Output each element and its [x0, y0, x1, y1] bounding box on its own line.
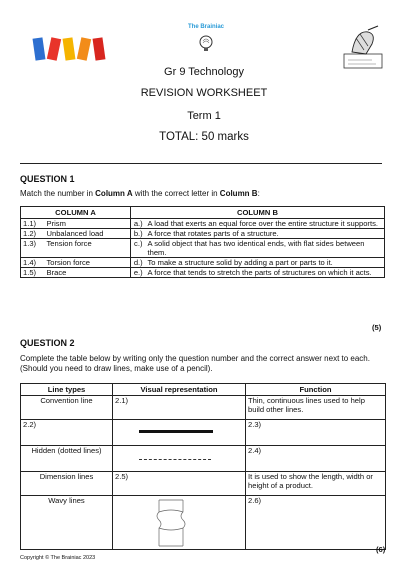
table-row [21, 496, 386, 550]
line-types-header-cell: Line types [21, 384, 113, 396]
column-a-term: Brace [45, 268, 131, 278]
function-cell: Thin, continuous lines used to help build other lines. [246, 396, 386, 420]
worksheet-title: REVISION WORKSHEET [140, 87, 268, 99]
visual-cell: 2.1) [113, 396, 246, 420]
column-b-description: A load that exerts an equal force over the entire structure it supports. [146, 219, 385, 229]
row-number: 1.1) [21, 219, 45, 229]
logo-block [77, 37, 91, 61]
row-letter: b.) [131, 229, 146, 239]
function-cell: 2.4) [246, 446, 386, 472]
line-type-cell: 2.2) [21, 420, 113, 446]
column-a-term: Unbalanced load [45, 229, 131, 239]
question-1-heading: QUESTION 1 [20, 174, 75, 184]
column-b-description: A force that tends to stretch the parts of structures on which it acts. [146, 268, 385, 278]
visual-representation-header-cell: Visual representation [113, 384, 246, 396]
table-row [21, 229, 385, 239]
logo-block [93, 37, 106, 60]
question-1-instructions: Match the number in Column A with the correct letter in Column B: [20, 189, 260, 198]
row-letter: a.) [131, 219, 146, 229]
header-divider [20, 163, 382, 164]
line-type-cell: Convention line [21, 396, 113, 420]
table-row [21, 219, 385, 229]
line-types-header [21, 384, 386, 396]
line-types-table [20, 383, 386, 550]
logo-block [33, 37, 46, 60]
visual-cell [113, 446, 246, 472]
column-a-term: Torsion force [45, 258, 131, 268]
table-row [21, 268, 385, 278]
dashed-line-sample [139, 459, 211, 460]
brand-name: The Brainiac [187, 24, 224, 30]
column-b-description: A solid object that has two identical ends, with flat sides between them. [146, 239, 385, 258]
column-b-description: A force that rotates parts of a structure. [146, 229, 385, 239]
function-header-cell: Function [246, 384, 386, 396]
visual-cell [113, 420, 246, 446]
question-2-marks: (6) [376, 545, 386, 554]
column-a-header: COLUMN A [21, 207, 131, 219]
question-1-marks: (5) [372, 323, 382, 332]
table-row [21, 420, 386, 446]
technology-blocks-logo [32, 30, 112, 70]
row-number: 1.2) [21, 229, 45, 239]
matching-table [20, 206, 385, 278]
table-row [21, 239, 385, 258]
matching-table-header [21, 207, 385, 219]
copyright-footer: Copyright © The Brainiac 2023 [20, 555, 96, 561]
brain-lightbulb-icon [196, 34, 216, 52]
column-a-term: Prism [45, 219, 131, 229]
logo-block [47, 37, 61, 61]
row-number: 1.4) [21, 258, 45, 268]
column-b-description: To make a structure solid by adding a part or parts to it. [146, 258, 385, 268]
visual-cell [113, 496, 246, 550]
table-row [21, 446, 386, 472]
column-a-term: Tension force [45, 239, 131, 258]
question-2-heading: QUESTION 2 [20, 338, 75, 348]
term-title: Term 1 [187, 110, 221, 122]
row-letter: d.) [131, 258, 146, 268]
drafting-hand-illustration [342, 24, 384, 72]
total-marks: TOTAL: 50 marks [159, 131, 249, 143]
table-row [21, 396, 386, 420]
question-2-instructions: Complete the table below by writing only the question number and the correct answer next to each. (Should you need to draw lines, make use of a pencil). [20, 354, 370, 373]
function-cell: It is used to show the length, width or height of a product. [246, 472, 386, 496]
table-row [21, 258, 385, 268]
function-cell: 2.3) [246, 420, 386, 446]
wavy-line-sample [153, 498, 189, 548]
visual-cell: 2.5) [113, 472, 246, 496]
line-type-cell: Hidden (dotted lines) [21, 446, 113, 472]
logo-block [63, 37, 76, 60]
line-type-cell: Wavy lines [21, 496, 113, 550]
column-b-header: COLUMN B [131, 207, 385, 219]
grade-subject-title: Gr 9 Technology [164, 66, 244, 78]
row-letter: e.) [131, 268, 146, 278]
table-row [21, 472, 386, 496]
thick-line-sample [139, 430, 213, 433]
row-letter: c.) [131, 239, 146, 258]
row-number: 1.5) [21, 268, 45, 278]
row-number: 1.3) [21, 239, 45, 258]
line-type-cell: Dimension lines [21, 472, 113, 496]
function-cell: 2.6) [246, 496, 386, 550]
